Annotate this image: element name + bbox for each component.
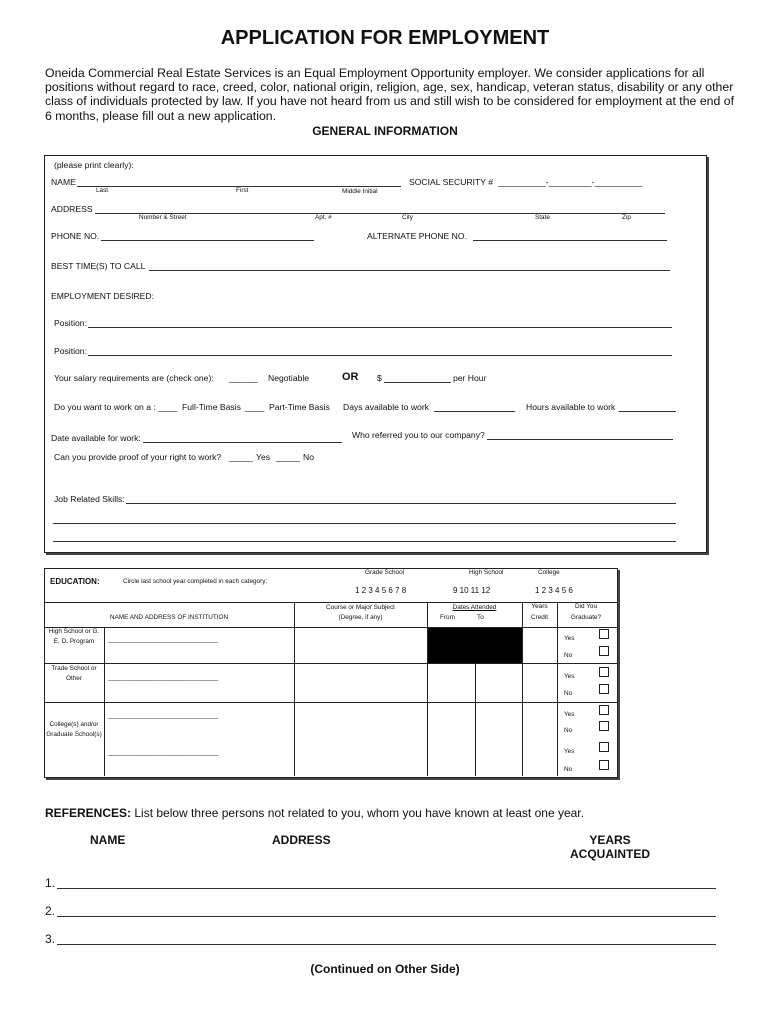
reference-3-field[interactable] [57, 944, 716, 945]
references-instruction: List below three persons not related to you, whom you have known at least one year. [134, 806, 584, 820]
college2-no-label: No [564, 766, 573, 773]
years-header: Years [531, 603, 548, 610]
position-1-field[interactable] [88, 327, 672, 328]
reference-2-field[interactable] [57, 916, 716, 917]
salary-label: Your salary requirements are (check one): [54, 373, 214, 383]
trade-institution-field[interactable]: _______________________________ [108, 674, 219, 681]
college2-yes-checkbox[interactable] [599, 742, 609, 752]
hs-no-label: No [564, 652, 573, 659]
skills-field-2[interactable] [53, 523, 676, 524]
position-2-label: Position: [54, 346, 87, 356]
education-table [44, 568, 618, 778]
ref-3-number: 3. [45, 932, 56, 946]
ref-address-header: ADDRESS [272, 833, 331, 847]
ref-years-header: YEARS [589, 833, 631, 847]
last-name-caption: Last [96, 187, 109, 194]
phone-field[interactable] [101, 240, 314, 241]
state-caption: State [535, 214, 550, 221]
position-2-field[interactable] [88, 355, 672, 356]
college-institution-field-1[interactable]: _______________________________ [108, 712, 219, 719]
hs-institution-field[interactable]: _______________________________ [108, 636, 219, 643]
hours-available-field[interactable] [619, 411, 676, 412]
grade-school-years[interactable]: 1 2 3 4 5 6 7 8 [355, 586, 407, 595]
reference-1-field[interactable] [57, 888, 716, 889]
high-school-header: High School [469, 569, 504, 576]
institution-header: NAME AND ADDRESS OF INSTITUTION [109, 614, 229, 621]
college2-no-checkbox[interactable] [599, 760, 609, 770]
college1-yes-checkbox[interactable] [599, 705, 609, 715]
grade-school-header: Grade School [365, 569, 405, 576]
high-school-years[interactable]: 9 10 11 12 [453, 586, 491, 595]
college-institution-field-2[interactable]: _______________________________ [108, 749, 219, 756]
hourly-rate-field[interactable] [384, 382, 451, 383]
phone-label: PHONE NO. [51, 231, 100, 241]
row-trade-school-label: Trade School or Other [51, 665, 97, 682]
continued-footer: (Continued on Other Side) [310, 962, 460, 976]
middle-initial-caption: Middle Initial [342, 188, 378, 195]
hs-yes-checkbox[interactable] [599, 629, 609, 639]
part-time-blank[interactable]: ____ [245, 402, 265, 412]
college1-no-label: No [564, 727, 573, 734]
trade-no-checkbox[interactable] [599, 684, 609, 694]
print-clearly-note: (please print clearly): [54, 160, 134, 170]
course-header: Course or Major Subject [326, 604, 395, 611]
college-header: College [538, 569, 560, 576]
name-label: NAME [51, 177, 76, 187]
full-time-label: Full-Time Basis [182, 402, 241, 412]
proof-label: Can you provide proof of your right to work? [54, 452, 222, 462]
proof-no-blank[interactable]: _____ [276, 452, 300, 462]
references-section [45, 806, 584, 820]
from-header: From [440, 614, 455, 621]
position-1-label: Position: [54, 318, 87, 328]
to-header: To [477, 614, 484, 621]
referred-label: Who referred you to our company? [352, 430, 485, 440]
alt-phone-field[interactable] [473, 240, 667, 241]
negotiable-label: Negotiable [268, 373, 310, 383]
street-caption: Number & Street [139, 214, 187, 221]
part-time-label: Part-Time Basis [269, 402, 330, 412]
degree-header: (Degree, if any) [338, 614, 383, 621]
trade-yes-label: Yes [564, 673, 575, 680]
referred-field[interactable] [487, 439, 673, 440]
negotiable-blank[interactable]: ______ [229, 373, 258, 383]
credit-header: Credit [530, 614, 549, 621]
general-info-heading: GENERAL INFORMATION [312, 124, 458, 138]
hours-available-label: Hours available to work [526, 402, 616, 412]
college2-yes-label: Yes [564, 748, 575, 755]
trade-yes-checkbox[interactable] [599, 667, 609, 677]
did-you-header: Did You [574, 603, 598, 610]
ref-acquainted-header: ACQUAINTED [570, 847, 650, 861]
hs-no-checkbox[interactable] [599, 646, 609, 656]
employment-desired-label: EMPLOYMENT DESIRED: [51, 291, 154, 301]
college1-yes-label: Yes [564, 711, 575, 718]
ssn-field[interactable]: __________-_________-__________ [498, 177, 643, 187]
skills-field-3[interactable] [53, 541, 676, 542]
circle-instruction: Circle last school year completed in each category: [123, 578, 268, 585]
date-available-label: Date available for work: [51, 433, 141, 443]
date-available-field[interactable] [143, 442, 342, 443]
zip-caption: Zip [622, 214, 631, 221]
proof-no-label: No [303, 452, 314, 462]
full-time-blank[interactable]: ____ [158, 402, 178, 412]
ref-1-number: 1. [45, 876, 56, 890]
best-times-label: BEST TIME(S) TO CALL [51, 261, 146, 271]
proof-yes-label: Yes [256, 452, 271, 462]
intro-paragraph: Oneida Commercial Real Estate Services is an Equal Employment Opportunity employer. We consider applications for all positions without regard to race, creed, color, national origin, religion, age, sex, handicap, veteran status, disability or any other class of individuals protected by law. If you have not heard from us and still wish to be considered for employment at the end of 6 months, please fill out a new application. [45, 66, 735, 123]
alt-phone-label: ALTERNATE PHONE NO. [367, 231, 467, 241]
dollar-sign: $ [377, 373, 382, 383]
graduate-header: Graduate? [570, 614, 602, 621]
address-label: ADDRESS [51, 204, 93, 214]
education-label: EDUCATION: [50, 577, 100, 586]
college1-no-checkbox[interactable] [599, 721, 609, 731]
city-caption: City [402, 214, 414, 221]
skills-label: Job Related Skills: [54, 494, 125, 504]
ref-2-number: 2. [45, 904, 56, 918]
trade-no-label: No [564, 690, 573, 697]
hs-yes-label: Yes [564, 635, 575, 642]
skills-field-1[interactable] [126, 503, 676, 504]
days-available-field[interactable] [434, 411, 515, 412]
work-basis-label: Do you want to work on a : [54, 402, 156, 412]
page-title: APPLICATION FOR EMPLOYMENT [220, 27, 550, 49]
row-college-label: College(s) and/or Graduate School(s) [46, 721, 102, 738]
ssn-label: SOCIAL SECURITY # [409, 177, 494, 187]
first-name-caption: First [236, 187, 249, 194]
redacted-dates-block [428, 628, 522, 663]
dates-attended-header: Dates Attended [452, 604, 497, 611]
references-label: REFERENCES: [45, 806, 132, 820]
or-label: OR [342, 371, 359, 383]
apt-caption: Apt. # [315, 214, 332, 221]
best-times-field[interactable] [149, 270, 670, 271]
days-available-label: Days available to work [343, 402, 429, 412]
ref-name-header: NAME [90, 833, 126, 847]
proof-yes-blank[interactable]: _____ [229, 452, 253, 462]
per-hour-label: per Hour [453, 373, 487, 383]
row-high-school-label: High School or G. E. D. Program [48, 628, 100, 645]
college-years[interactable]: 1 2 3 4 5 6 [535, 586, 573, 595]
